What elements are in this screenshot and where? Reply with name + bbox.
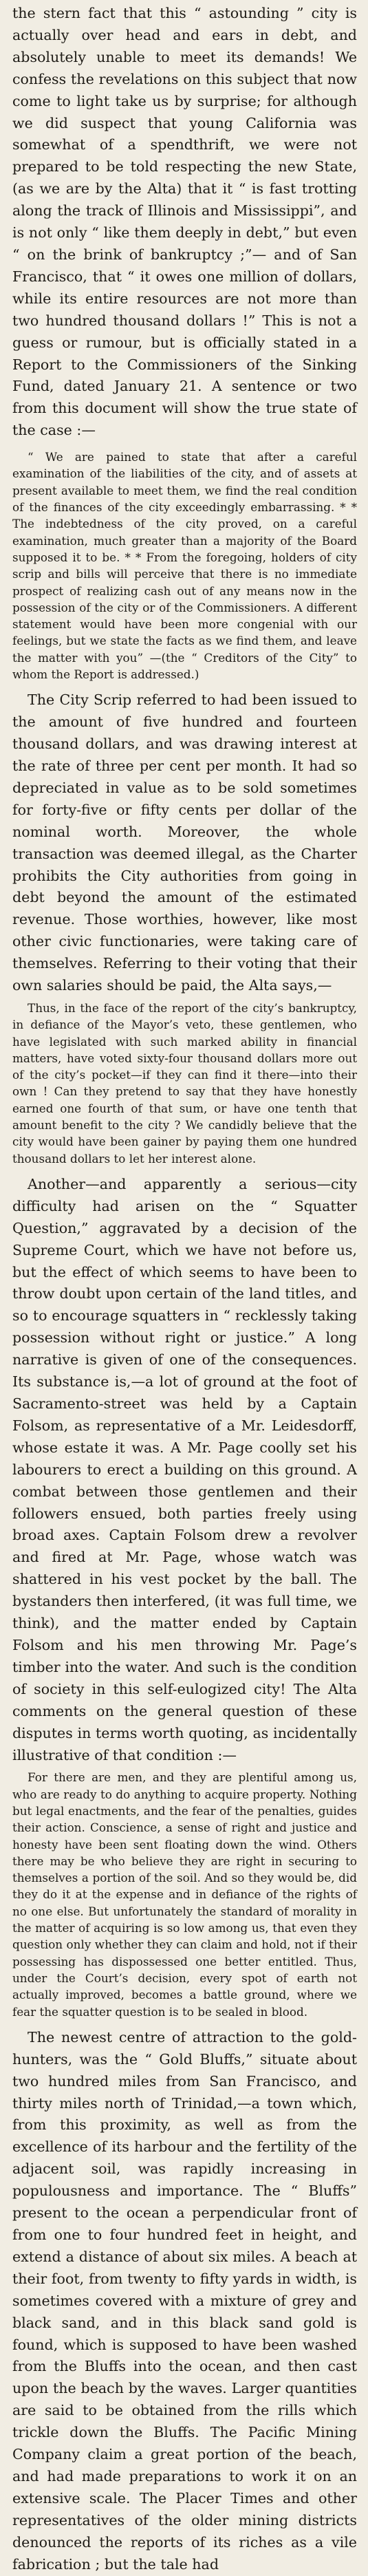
quote-alta-squatters: For there are men, and they are plentiful among us, who are ready to do anything to acquire property. Nothing but legal enactments, and the fear of the penalties, guides their action. Conscience, a sense of right and justice and honesty have been sent floating down the wind. Others there may be who believe they are right in securing to themselves a portion of the soil. And so they would be, did they do it at the expense and in defiance of the rights of no one else. But unfortunately the standard of morality in the matter of acquiring is so low among us, that even they question only whether they can claim and hold, not if their possessing has dispossessed one better entitled. Thus, under the Court’s decision, every spot of earth not actually improved, becomes a battle ground, where we fear the squatter question is to be sealed in blood. — [12, 1770, 357, 2019]
paragraph-squatter-question: Another—and apparently a serious—city difficulty had arisen on the “ Squatter Question,” aggravated by a decision of the Supreme Court, which we have not before us, but the effect of which seems to have been to throw doubt upon certain of the land titles, and so to encourage squatters in “ recklessly taking possession without right or justice.” A long narrative is given of one of the consequences. Its substance is,—a lot of ground at the foot of Sacramento-street was held by a Captain Folsom, as representative of a Mr. Leidesdorff, whose estate it was. A Mr. Page coolly set his labourers to erect a building on this ground. A combat between those gentlemen and their followers ensued, both parties freely using broad axes. Captain Folsom drew a revolver and fired at Mr. Page, whose watch was shattered in his vest pocket by the ball. The bystanders then interfered, (it was full time, we think), and the matter ended by Captain Folsom and his men throwing Mr. Page’s timber into the water. And such is the condition of society in this self-eulogized city! The Alta comments on the general question of these disputes in terms worth quoting, as incidentally illustrative of that condition :— — [12, 1175, 357, 1763]
paragraph-city-debt: the stern fact that this “ astounding ” city is actually over head and ears in debt, and absolutely unable to meet its demands! We confess the revelations on this subject that now come to light take us by surprise; for although we did suspect that young California was somewhat of a spendthrift, we were not prepared to be told respecting the new State, (as we are by the Alta) that it “ is fast trotting along the track of Illinois and Mississippi”, and is not only “ like them deeply in debt,” but even “ on the brink of bankruptcy ;”— and of San Francisco, that “ it owes one million of dollars, while its entire resources are not more than two hundred thousand dollars !” This is not a guess or rumour, but is officially stated in a Report to the Commissioners of the Sinking Fund, dated January 21. A sentence or two from this document will show the true state of the case :— — [12, 5, 357, 439]
paragraph-gold-bluffs: The newest centre of attraction to the gold-hunters, was the “ Gold Bluffs,” situate about two hundred miles from San Francisco, and thirty miles north of Trinidad,—a town which, from this proximity, as well as from the excellence of its harbour and the fertility of the adjacent soil, was rapidly increasing in populousness and importance. The “ Bluffs” present to the ocean a perpendicular front of from one to four hundred feet in height, and extend a distance of about six miles. A beach at their foot, from twenty to fifty yards in width, is sometimes covered with a mixture of grey and black sand, and in this black sand gold is found, which is supposed to have been washed from the Bluffs into the ocean, and then cast upon the beach by the waves. Larger quantities are said to be obtained from the rills which trickle down the Bluffs. The Pacific Mining Company claim a great portion of the beach, and had made preparations to work it on an extensive scale. The Placer Times and other representatives of the older mining districts denounced the reports of its riches as a vile fabrication ; but the tale had — [12, 2028, 357, 2573]
quote-alta-salaries: Thus, in the face of the report of the city’s bankruptcy, in defiance of the Mayor’s veto, these gentlemen, who have legislated with such marked ability in financial matters, have voted sixty-four thousand dollars more out of the city’s pocket—if they can find it there—into their own ! Can they pretend to say that they have honestly earned one fourth of that sum, or have one tenth that amount benefit to the city ? We candidly believe that the city would have been gainer by paying them one hundred thousand dollars to let her interest alone. — [12, 1000, 357, 1166]
quote-commissioners-report: “ We are pained to state that after a careful examination of the liabilities of the city, and of assets at present available to meet them, we find the real condition of the finances of the city exceedingly embarrassing. * * The indebtedness of the city proved, on a careful examination, much greater than a majority of the Board supposed it to be. * * From the foregoing, holders of city scrip and bills will perceive that there is no immediate prospect of realizing cash out of any means now in the possession of the city or of the Commissioners. A different statement would have been more congenial with our feelings, but we state the facts as we find them, and leave the matter with you” —(the “ Creditors of the City” to whom the Report is addressed.) — [12, 450, 357, 681]
paragraph-city-scrip: The City Scrip referred to had been issued to the amount of five hundred and fourteen thousand dollars, and was drawing interest at the rate of three per cent per month. It had so depreciated in value as to be sold sometimes for forty-five or fifty cents per dollar of the nominal worth. Moreover, the whole transaction was deemed illegal, as the Charter prohibits the City authorities from going in debt beyond the amount of the estimated revenue. Those worthies, however, like most other civic functionaries, were taking care of themselves. Referring to their voting that their own salaries should be paid, the Alta says,— — [12, 691, 357, 994]
